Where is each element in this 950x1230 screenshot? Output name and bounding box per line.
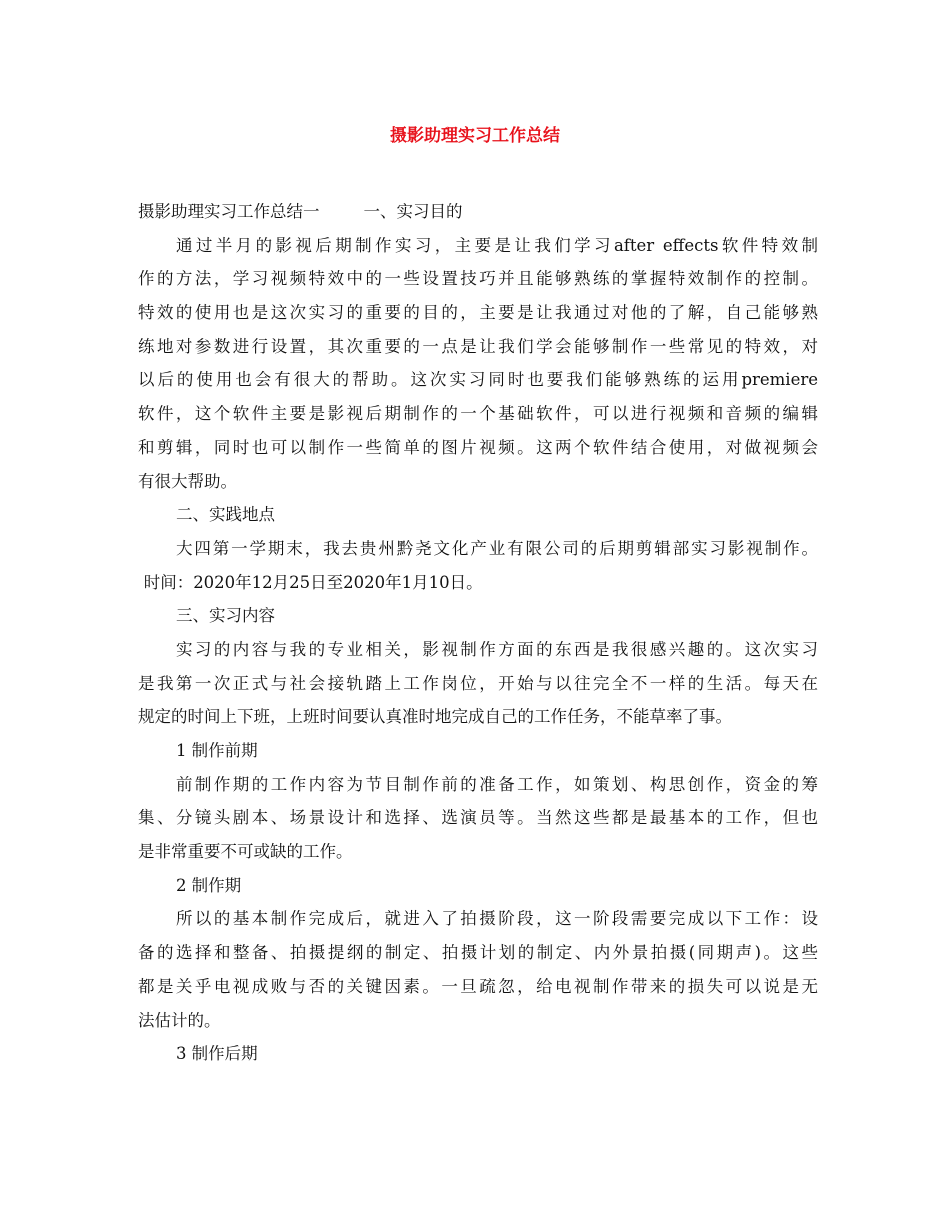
- text-line-content: 所以的基本制作完成后，就进入了拍摄阶段，这一阶段需要完成以下工作：设: [175, 909, 818, 929]
- text-line-content: 以后的使用也会有很大的帮助。这次实习同时也要我们能够熟练的运用premiere: [138, 370, 818, 390]
- text-line-content: 2 制作期: [175, 875, 242, 895]
- text-line-content: 都是关乎电视成败与否的关键因素。一旦疏忽，给电视制作带来的损失可以说是无: [138, 976, 818, 996]
- text-line-content: 三、实习内容: [175, 606, 275, 626]
- text-line: [138, 902, 818, 936]
- text-line: [138, 363, 818, 397]
- text-line-content: 练地对参数进行设置，其次重要的一点是让我们学会能够制作一些常见的特效，对: [138, 336, 818, 356]
- text-line: [138, 195, 818, 229]
- text-line-content: 软件，这个软件主要是影视后期制作的一个基础软件，可以进行视频和音频的编辑: [138, 404, 818, 424]
- text-line-content: 法估计的。: [138, 1010, 221, 1030]
- text-line-content: 和剪辑，同时也可以制作一些简单的图片视频。这两个软件结合使用，对做视频会: [138, 437, 818, 457]
- text-line-content: 特效的使用也是这次实习的重要的目的，主要是让我通过对他的了解，自己能够熟: [138, 303, 818, 323]
- document-title: 摄影助理实习工作总结: [390, 126, 560, 146]
- text-line-content: 二、实践地点: [175, 505, 275, 525]
- text-line: [138, 566, 818, 600]
- text-line: [138, 330, 818, 364]
- text-line-content: 前制作期的工作内容为节目制作前的准备工作，如策划、构思创作，资金的筹: [175, 774, 818, 794]
- text-line: [138, 1004, 818, 1038]
- text-line: [138, 498, 818, 532]
- text-line: [138, 970, 818, 1004]
- text-line: [138, 599, 818, 633]
- text-line: [138, 465, 818, 499]
- text-line: [138, 229, 818, 263]
- document-body: [138, 195, 818, 1071]
- text-line: [138, 835, 818, 869]
- text-line-content: 摄影助理实习工作总结一: [138, 202, 320, 221]
- text-line-content: 规定的时间上下班，上班时间要认真准时地完成自己的工作任务，不能草率了事。: [138, 707, 732, 727]
- text-line-content: 是非常重要不可或缺的工作。: [138, 842, 353, 862]
- text-line-content: 备的选择和整备、拍摄提纲的制定、拍摄计划的制定、内外景拍摄(同期声)。这些: [138, 943, 818, 963]
- text-line: [138, 431, 818, 465]
- text-line-content: 1 制作前期: [175, 741, 258, 760]
- text-line-content: 大四第一学期末，我去贵州黔尧文化产业有限公司的后期剪辑部实习影视制作。: [175, 538, 818, 558]
- text-line: [138, 801, 818, 835]
- text-line-content: 有很大帮助。: [138, 471, 237, 491]
- text-line: [138, 700, 818, 734]
- text-line: [138, 768, 818, 802]
- text-line-content: 实习的内容与我的专业相关，影视制作方面的东西是我很感兴趣的。这次实习: [175, 639, 818, 659]
- text-line: [138, 667, 818, 701]
- text-line-content: 作的方法，学习视频特效中的一些设置技巧并且能够熟练的掌握特效制作的控制。: [138, 269, 818, 289]
- text-line: [138, 734, 818, 768]
- text-line: [138, 1037, 818, 1071]
- text-line-content: 3 制作后期: [175, 1044, 258, 1064]
- text-line-content: 时间：2020年12月25日至2020年1月10日。: [143, 572, 483, 592]
- text-line: [138, 869, 818, 903]
- text-line: [138, 936, 818, 970]
- text-line: [138, 633, 818, 667]
- section-heading: 一、实习目的: [363, 202, 463, 221]
- text-line: [138, 532, 818, 566]
- text-line: [138, 262, 818, 296]
- text-line-content: 集、分镜头剧本、场景设计和选择、选演员等。当然这些都是最基本的工作，但也: [138, 808, 818, 828]
- text-line-content: 是我第一次正式与社会接轨踏上工作岗位，开始与以往完全不一样的生活。每天在: [138, 673, 818, 693]
- text-line: [138, 296, 818, 330]
- text-line: [138, 397, 818, 431]
- text-line-content: 通过半月的影视后期制作实习，主要是让我们学习after effects软件特效制: [175, 235, 818, 255]
